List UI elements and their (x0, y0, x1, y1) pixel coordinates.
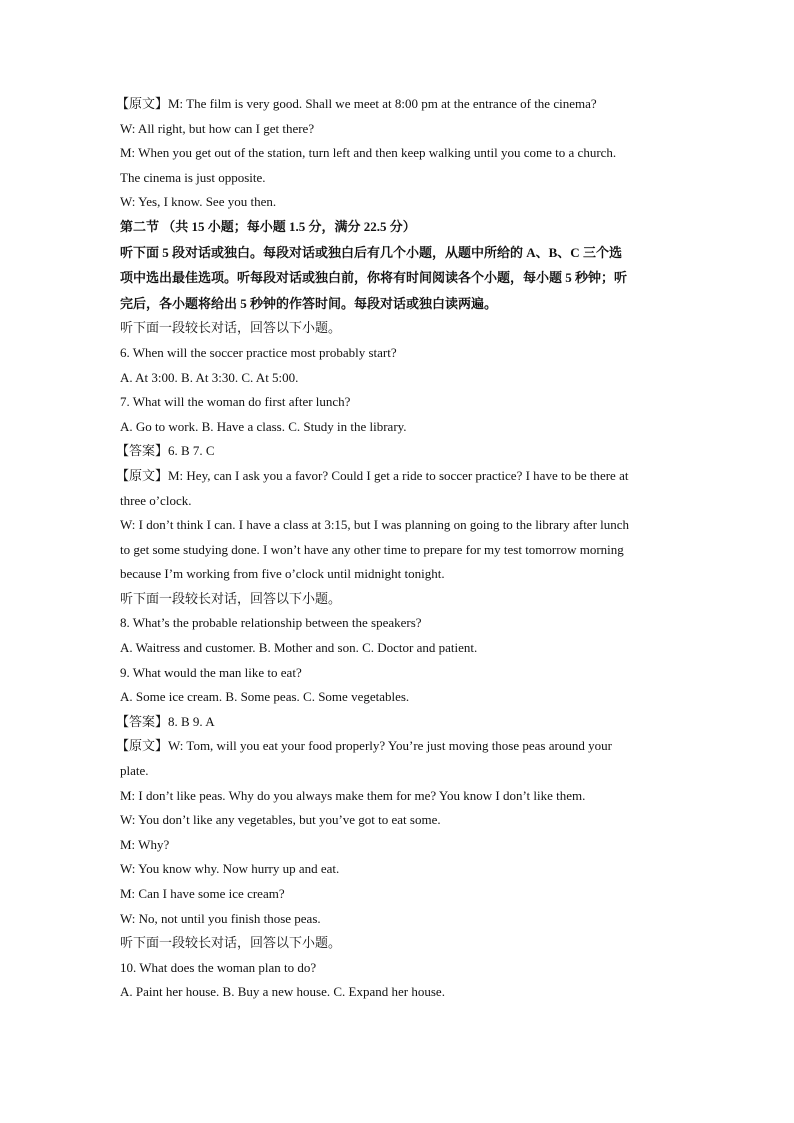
listening-prompt: 听下面一段较长对话，回答以下小题。 (120, 590, 342, 606)
transcript-line: W: You don’t like any vegetables, but you’ve got to eat some. (120, 812, 441, 828)
answer-key: 【答案】6. B 7. C (116, 443, 215, 459)
question: 8. What’s the probable relationship between the speakers? (120, 615, 422, 631)
transcript-line: three o’clock. (120, 492, 192, 508)
answer-options: A. At 3:00. B. At 3:30. C. At 5:00. (120, 369, 299, 385)
transcript-line: to get some studying done. I won’t have any other time to prepare for my test tomorrow morning (120, 541, 624, 557)
transcript-line: 【原文】M: The film is very good. Shall we meet at 8:00 pm at the entrance of the cinema? (116, 96, 597, 111)
transcript-line: W: No, not until you finish those peas. (120, 910, 321, 926)
question: 7. What will the woman do first after lunch? (120, 394, 351, 410)
transcript-line: W: All right, but how can I get there? (120, 120, 315, 136)
answer-key: 【答案】8. B 9. A (116, 713, 215, 729)
instructions-line: 听下面 5 段对话或独白。每段对话或独白后有几个小题，从题中所给的 A、B、C 三个选 (120, 244, 622, 260)
transcript-line: 【原文】W: Tom, will you eat your food properly? You’re just moving those peas around your (116, 738, 612, 754)
instructions-line: 完后，各小题将给出 5 秒钟的作答时间。每段对话或独白读两遍。 (120, 295, 498, 311)
transcript-line: W: I don’t think I can. I have a class at 3:15, but I was planning on going to the library after lunch (120, 517, 630, 533)
transcript-line: M: Why? (120, 836, 170, 852)
transcript-line: 【原文】M: Hey, can I ask you a favor? Could I get a ride to soccer practice? I have to be there at (116, 467, 629, 483)
document-page (116, 92, 680, 1005)
question: 6. When will the soccer practice most probably start? (120, 344, 397, 360)
transcript-line: because I’m working from five o’clock until midnight tonight. (120, 566, 445, 582)
transcript-line: W: You know why. Now hurry up and eat. (120, 861, 340, 877)
transcript-line: W: Yes, I know. See you then. (120, 194, 277, 210)
transcript-line: plate. (120, 763, 149, 779)
listening-prompt: 听下面一段较长对话，回答以下小题。 (120, 935, 342, 951)
question: 10. What does the woman plan to do? (120, 959, 317, 975)
transcript-line: M: When you get out of the station, turn left and then keep walking until you come to a church. (120, 145, 617, 161)
transcript-line: The cinema is just opposite. (120, 169, 266, 185)
answer-options: A. Go to work. B. Have a class. C. Study in the library. (120, 418, 407, 434)
instructions-line: 项中选出最佳选项。听每段对话或独白前，你将有时间阅读各个小题，每小题 5 秒钟；听 (120, 270, 628, 286)
section-heading: 第二节 （共 15 小题；每小题 1.5 分，满分 22.5 分） (120, 218, 416, 234)
answer-options: A. Paint her house. B. Buy a new house. C. Expand her house. (120, 984, 445, 1000)
transcript-line: M: I don’t like peas. Why do you always make them for me? You know I don’t like them. (120, 787, 586, 803)
answer-options: A. Some ice cream. B. Some peas. C. Some vegetables. (120, 689, 410, 705)
answer-options: A. Waitress and customer. B. Mother and son. C. Doctor and patient. (120, 640, 478, 656)
transcript-line: M: Can I have some ice cream? (120, 886, 285, 901)
listening-prompt: 听下面一段较长对话，回答以下小题。 (120, 320, 342, 336)
question: 9. What would the man like to eat? (120, 664, 302, 680)
